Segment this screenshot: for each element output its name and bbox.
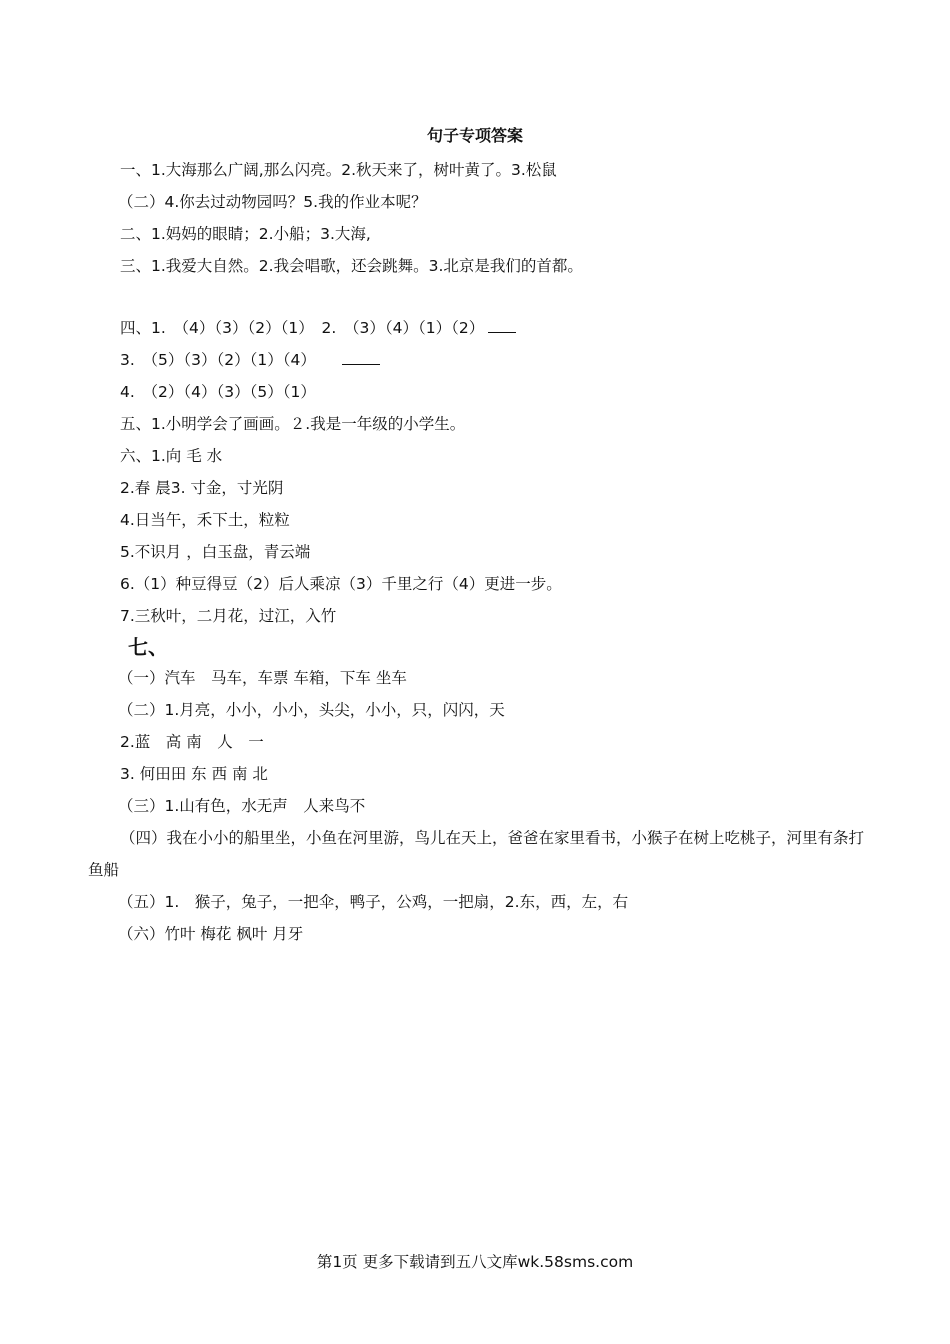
answer-line-19: 3. 何田田 东 西 南 北 [120,765,268,783]
answer-line-21: （四）我在小小的船里坐，小鱼在河里游，鸟儿在天上，爸爸在家里看书，小猴子在树上吃桃子，河里有条打鱼船 [88,829,865,879]
answer-line-6 [88,344,878,376]
blank-underline [488,314,516,333]
answer-line-3: 二、1.妈妈的眼睛；2.小船；3.大海, [120,225,371,243]
answer-line-17: （二）1.月亮，小小，小小，头尖，小小，只，闪闪，天 [118,701,505,719]
answer-line-12: 5.不识月 ，白玉盘，青云端 [120,543,311,561]
answer-line-23: （六）竹叶 梅花 枫叶 月牙 [118,925,304,943]
page-footer: 第1页 更多下载请到五八文库wk.58sms.com [316,1253,634,1271]
answer-line-7: 4. （2）（4）（3）（5）（1） [120,383,316,401]
section-heading-seven: 七、 [128,635,168,659]
answer-line-8: 五、1.小明学会了画画。２.我是一年级的小学生。 [120,415,466,433]
answer-line-22: （五）1. 猴子，兔子，一把伞，鸭子，公鸡，一把扇，2.东，西，左，右 [118,893,629,911]
answer-line-1: 一、1.大海那么广阔,那么闪亮。2.秋天来了，树叶黄了。3.松鼠 [120,161,557,179]
answer-content [88,154,878,950]
answer-line-14: 7.三秋叶，二月花，过江，入竹 [120,607,337,625]
answer-line-9: 六、1.向 毛 水 [120,447,223,465]
answer-line-11: 4.日当午，禾下土，粒粒 [120,511,290,529]
answer-line-2: （二）4.你去过动物园吗？5.我的作业本呢？ [118,193,427,211]
answer-line-5-text: 四、1. （4）（3）（2）（1） 2. （3）（4）（1）（2） [120,319,485,337]
answer-line-16: （一）汽车 马车，车票 车箱，下车 坐车 [118,669,407,687]
page-title: 句子专项答案 [426,126,523,145]
answer-line-4: 三、1.我爱大自然。2.我会唱歌，还会跳舞。3.北京是我们的首都。 [120,257,583,275]
answer-line-20: （三）1.山有色，水无声 人来鸟不 [118,797,366,815]
answer-line-13: 6.（1）种豆得豆（2）后人乘凉（3）千里之行（4）更进一步。 [120,575,562,593]
answer-line-5 [88,312,878,344]
answer-line-10: 2.春 晨3. 寸金，寸光阴 [120,479,284,497]
spacer [88,282,878,312]
blank-underline [342,346,380,365]
answer-line-6-text: 3. （5）（3）（2）（1）（4） [120,351,316,369]
answer-line-18: 2.蓝 高 南 人 一 [120,733,264,751]
